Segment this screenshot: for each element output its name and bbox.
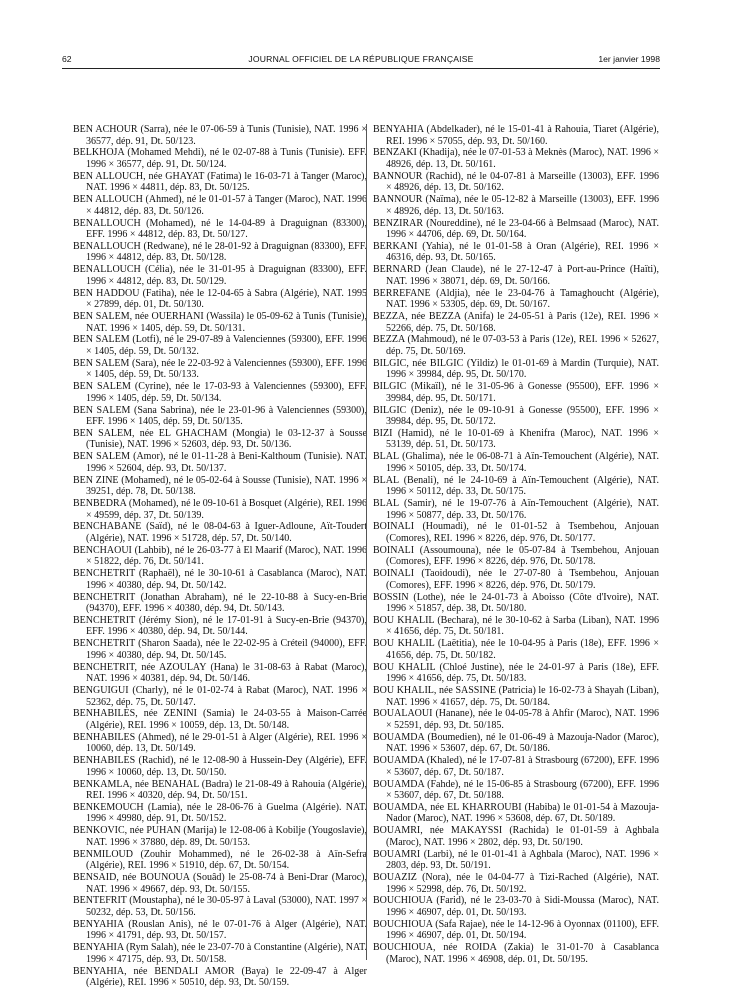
list-item: BENCHAOUI (Lahbib), né le 26-03-77 à El Maarif (Maroc), NAT. 1996 × 51822, dép. 76, Dt. 50/141. [73, 544, 367, 568]
list-item: BOUCHIOUA, née ROIDA (Zakia) le 31-01-70 à Casablanca (Maroc), NAT. 1996 × 46908, dép. 01, Dt. 50/195. [373, 942, 659, 965]
list-item: BILGIC (Deniz), née le 09-10-91 à Gonesse (95500), EFF. 1996 × 39984, dép. 95, Dt. 50/172. [373, 404, 659, 428]
list-item: BEN ZINE (Mohamed), né le 05-02-64 à Sousse (Tunisie), NAT. 1996 × 39251, dép. 78, Dt. 50/138. [73, 474, 367, 498]
list-item: BENYAHIA (Abdelkader), né le 15-01-41 à Rahouia, Tiaret (Algérie), REI. 1996 × 57055, dép. 93, Dt. 50/160. [373, 124, 659, 147]
list-item: BOUAMRI (Larbi), né le 01-01-41 à Aghbala (Maroc), NAT. 1996 × 2803, dép. 93, Dt. 50/191. [373, 848, 659, 872]
list-item: BEN ALLOUCH, née GHAYAT (Fatima) le 16-03-71 à Tanger (Maroc), NAT. 1996 × 44811, dép. 83, Dt. 50/125. [73, 170, 367, 194]
list-item: BOU KHALIL (Bechara), né le 30-10-62 à Sarba (Liban), NAT. 1996 × 41656, dép. 75, Dt. 50/181. [373, 614, 659, 638]
list-item: BENCHETRIT (Jérémy Sion), né le 17-01-91 à Sucy-en-Brie (94370), EFF. 1996 × 40380, dép. 94, Dt. 50/144. [73, 614, 367, 638]
list-item: BENTEFRIT (Moustapha), né le 30-05-97 à Laval (53000), NAT. 1997 × 50232, dép. 53, Dt. 50/156. [73, 895, 367, 918]
list-item: BOU KHALIL (Chloé Justine), née le 24-01-97 à Paris (18e), EFF. 1996 × 41656, dép. 75, Dt. 50/183. [373, 661, 659, 685]
list-item: BENALLOUCH (Redwane), né le 28-01-92 à Draguignan (83300), EFF. 1996 × 44812, dép. 83, Dt. 50/128. [73, 240, 367, 264]
list-item: BANNOUR (Naïma), née le 05-12-82 à Marseille (13003), EFF. 1996 × 48926, dép. 13, Dt. 50/163. [373, 194, 659, 217]
list-item: BENKEMOUCH (Lamia), née le 28-06-76 à Guelma (Algérie). NAT. 1996 × 49980, dép. 91, Dt. 50/152. [73, 801, 367, 825]
list-item: BENHABILES (Ahmed), né le 29-01-51 à Alger (Algérie), REI. 1996 × 10060, dép. 13, Dt. 50/149. [73, 731, 367, 755]
list-item: BOUAMRI, née MAKAYSSI (Rachida) le 01-01-59 à Aghbala (Maroc), NAT. 1996 × 2802, dép. 93, Dt. 50/190. [373, 825, 659, 848]
list-item: BOINALI (Houmadi), né le 01-01-52 à Tsembehou, Anjouan (Comores), REI. 1996 × 8226, dép. 976, Dt. 50/177. [373, 521, 659, 544]
list-item: BENSAID, née BOUNOUA (Souâd) le 25-08-74 à Beni-Drar (Maroc), NAT. 1996 × 49667, dép. 93, Dt. 50/155. [73, 872, 367, 895]
list-item: BEN SALEM (Sana Sabrina), née le 23-01-96 à Valenciennes (59300), EFF. 1996 × 1405, dép. 59, Dt. 50/135. [73, 404, 367, 428]
list-item: BENYAHIA, née BENDALI AMOR (Baya) le 22-09-47 à Alger (Algérie), REI. 1996 × 50510, dép. 93, Dt. 50/159. [73, 965, 367, 989]
header-rule [62, 68, 660, 69]
list-item: BOUAMDA (Boumedien), né le 01-06-49 à Mazouja-Nador (Maroc), NAT. 1996 × 53607, dép. 67, Dt. 50/186. [373, 731, 659, 755]
list-item: BELKHOJA (Mohamed Mehdi), né le 02-07-88 à Tunis (Tunisie). EFF. 1996 × 36577, dép. 91, Dt. 50/124. [73, 147, 367, 170]
list-item: BENBEDRA (Mohamed), né le 09-10-61 à Bosquet (Algérie), REI. 1996 × 49599, dép. 37, Dt. 50/139. [73, 498, 367, 521]
list-item: BENKOVIC, née PUHAN (Marija) le 12-08-06 à Kobilje (Yougoslavie), NAT. 1996 × 37880, dép. 89, Dt. 50/153. [73, 825, 367, 848]
list-item: BENZAKI (Khadija), née le 07-01-53 à Meknès (Maroc), NAT. 1996 × 48926, dép. 13, Dt. 50/161. [373, 147, 659, 170]
list-item: BENCHETRIT (Sharon Saada), née le 22-02-95 à Créteil (94000), EFF. 1996 × 40380, dép. 94, Dt. 50/145. [73, 638, 367, 661]
list-item: BOU KHALIL (Laëtitia), née le 10-04-95 à Paris (18e), EFF. 1996 × 41656, dép. 75, Dt. 50/182. [373, 638, 659, 661]
list-item: BENALLOUCH (Mohamed), né le 14-04-89 à Draguignan (83300), EFF. 1996 × 44812, dép. 83, Dt. 50/127. [73, 217, 367, 241]
list-item: BENCHABANE (Saïd), né le 08-04-63 à Iguer-Adloune, Aït-Toudert (Algérie), NAT. 1996 × 51728, dép. 57, Dt. 50/140. [73, 521, 367, 544]
list-item: BOINALI (Taoidoudi), née le 27-07-80 à Tsembehou, Anjouan (Comores), EFF. 1996 × 8226, dép. 976, Dt. 50/179. [373, 568, 659, 591]
right-column [373, 124, 659, 966]
list-item: BENHABILES, née ZENINI (Samia) le 24-03-55 à Maison-Carrée (Algérie), REI. 1996 × 10059, dép. 13, Dt. 50/148. [73, 708, 367, 731]
list-item: BEN SALEM, née EL GHACHAM (Mongia) le 03-12-37 à Sousse (Tunisie), NAT. 1996 × 52603, dép. 93, Dt. 50/136. [73, 427, 367, 451]
list-item: BOU KHALIL, née SASSINE (Patricia) le 16-02-73 à Shayah (Liban), NAT. 1996 × 41657, dép. 75, Dt. 50/184. [373, 685, 659, 708]
list-item: BERKANI (Yahia), né le 01-01-58 à Oran (Algérie), REI. 1996 × 46316, dép. 93, Dt. 50/165. [373, 240, 659, 264]
journal-title: JOURNAL OFFICIEL DE LA RÉPUBLIQUE FRANÇAISE [248, 54, 474, 64]
list-item: BOUAMDA (Khaled), né le 17-07-81 à Strasbourg (67200), EFF. 1996 × 53607, dép. 67, Dt. 50/187. [373, 755, 659, 778]
issue-date: 1er janvier 1998 [598, 54, 660, 64]
list-item: BENGUIGUI (Charly), né le 01-02-74 à Rabat (Maroc), NAT. 1996 × 52362, dép. 75, Dt. 50/147. [73, 685, 367, 708]
list-item: BLAL (Benali), né le 24-10-69 à Aïn-Temouchent (Algérie), NAT. 1996 × 50112, dép. 33, Dt. 50/175. [373, 474, 659, 498]
list-item: BEN SALEM (Sara), née le 22-03-92 à Valenciennes (59300), EFF. 1996 × 1405, dép. 59, Dt. 50/133. [73, 357, 367, 381]
list-item: BENCHETRIT (Raphaël), né le 30-10-61 à Casablanca (Maroc), NAT. 1996 × 40380, dép. 94, Dt. 50/142. [73, 568, 367, 591]
list-item: BOINALI (Assoumouna), née le 05-07-84 à Tsembehou, Anjouan (Comores), EFF. 1996 × 8226, dép. 976, Dt. 50/178. [373, 544, 659, 568]
list-item: BOUCHIOUA (Safa Rajae), née le 14-12-96 à Oyonnax (01100), EFF. 1996 × 46907, dép. 01, Dt. 50/194. [373, 918, 659, 942]
list-item: BOUALAOUI (Hanane), née le 04-05-78 à Ahfir (Maroc), NAT. 1996 × 52591, dép. 93, Dt. 50/185. [373, 708, 659, 731]
list-item: BEN SALEM (Cyrine), née le 17-03-93 à Valenciennes (59300), EFF. 1996 × 1405, dép. 59, Dt. 50/134. [73, 381, 367, 404]
list-item: BENCHETRIT, née AZOULAY (Hana) le 31-08-63 à Rabat (Maroc), NAT. 1996 × 40381, dép. 94, Dt. 50/146. [73, 661, 367, 685]
list-item: BERNARD (Jean Claude), né le 27-12-47 à Port-au-Prince (Haïti), NAT. 1996 × 38071, dép. 69, Dt. 50/166. [373, 264, 659, 287]
list-item: BENCHETRIT (Jonathan Abraham), né le 22-10-88 à Sucy-en-Brie (94370), EFF. 1996 × 40380, dép. 94, Dt. 50/143. [73, 591, 367, 615]
list-item: BEN SALEM (Lotfi), né le 29-07-89 à Valenciennes (59300), EFF. 1996 × 1405, dép. 59, Dt. 50/132. [73, 334, 367, 357]
list-item: BEN SALEM (Amor), né le 01-11-28 à Beni-Kalthoum (Tunisie). NAT. 1996 × 52604, dép. 93, Dt. 50/137. [73, 451, 367, 474]
page-number: 62 [62, 54, 72, 64]
list-item: BEZZA (Mahmoud), né le 07-03-53 à Paris (12e), REI. 1996 × 52627, dép. 75, Dt. 50/169. [373, 334, 659, 357]
list-item: BENALLOUCH (Célia), née le 31-01-95 à Draguignan (83300), EFF. 1996 × 44812, dép. 83, Dt. 50/129. [73, 264, 367, 287]
list-item: BEZZA, née BEZZA (Anifa) le 24-05-51 à Paris (12e), REI. 1996 × 52266, dép. 75, Dt. 50/168. [373, 311, 659, 334]
list-item: BEN HADDOU (Fatiha), née le 12-04-65 à Sabra (Algérie), NAT. 1995 × 27899, dép. 01, Dt. 50/130. [73, 287, 367, 311]
list-item: BANNOUR (Rachid), né le 04-07-81 à Marseille (13003), EFF. 1996 × 48926, dép. 13, Dt. 50/162. [373, 170, 659, 194]
left-column [73, 124, 367, 989]
list-item: BEN SALEM, née OUERHANI (Wassila) le 05-09-62 à Tunis (Tunisie), NAT. 1996 × 1405, dép. 59, Dt. 50/131. [73, 311, 367, 334]
list-item: BOUAMDA, née EL KHARROUBI (Habiba) le 01-01-54 à Mazouja-Nador (Maroc), NAT. 1996 × 53608, dép. 67, Dt. 50/189. [373, 801, 659, 825]
list-item: BILGIC, née BILGIC (Yildiz) le 01-01-69 à Mardin (Turquie), NAT. 1996 × 39984, dép. 95, Dt. 50/170. [373, 357, 659, 381]
list-item: BOUCHIOUA (Farid), né le 23-03-70 à Sidi-Moussa (Maroc), NAT. 1996 × 46907, dép. 01, Dt. 50/193. [373, 895, 659, 918]
list-item: BEN ACHOUR (Sarra), née le 07-06-59 à Tunis (Tunisie), NAT. 1996 × 36577, dép. 91, Dt. 50/123. [73, 124, 367, 147]
list-item: BOUAZIZ (Nora), née le 04-04-77 à Tizi-Rached (Algérie), NAT. 1996 × 52998, dép. 76, Dt. 50/192. [373, 872, 659, 895]
page-header [62, 54, 660, 68]
list-item: BENYAHIA (Rouslan Anis), né le 07-01-76 à Alger (Algérie), NAT. 1996 × 41791, dép. 93, Dt. 50/157. [73, 918, 367, 942]
list-item: BENZIRAR (Noureddine), né le 23-04-66 à Belmsaad (Maroc), NAT. 1996 × 44706, dép. 69, Dt. 50/164. [373, 217, 659, 241]
list-item: BOUAMDA (Fahde), né le 15-06-85 à Strasbourg (67200), EFF. 1996 × 53607, dép. 67, Dt. 50/188. [373, 778, 659, 802]
list-item: BLAL (Samir), né le 19-07-76 à Aïn-Temouchent (Algérie), NAT. 1996 × 50877, dép. 33, Dt. 50/176. [373, 498, 659, 521]
list-item: BENHABILES (Rachid), né le 12-08-90 à Hussein-Dey (Algérie), EFF. 1996 × 10060, dép. 13, Dt. 50/150. [73, 755, 367, 778]
list-item: BILGIC (Mikaïl), né le 31-05-96 à Gonesse (95500), EFF. 1996 × 39984, dép. 95, Dt. 50/171. [373, 381, 659, 404]
list-item: BOSSIN (Lothe), née le 24-01-73 à Aboisso (Côte d'Ivoire), NAT. 1996 × 51857, dép. 38, Dt. 50/180. [373, 591, 659, 615]
list-item: BENMILOUD (Zouhir Mohammed), né le 26-02-38 à Aïn-Sefra (Algérie), REI. 1996 × 51910, dép. 67, Dt. 50/154. [73, 848, 367, 872]
list-item: BENYAHIA (Rym Salah), née le 23-07-70 à Constantine (Algérie), NAT. 1996 × 47175, dép. 93, Dt. 50/158. [73, 942, 367, 965]
list-item: BENKAMLA, née BENAHAL (Badra) le 21-08-49 à Rahouia (Algérie), REI. 1996 × 40320, dép. 94, Dt. 50/151. [73, 778, 367, 802]
list-item: BERREFANE (Aldjia), née le 23-04-76 à Tamaghoucht (Algérie), NAT. 1996 × 53305, dép. 69, Dt. 50/167. [373, 287, 659, 311]
list-item: BIZI (Hamid), né le 10-01-69 à Khenifra (Maroc), NAT. 1996 × 53139, dép. 51, Dt. 50/173. [373, 427, 659, 451]
list-item: BLAL (Ghalima), née le 06-08-71 à Aïn-Temouchent (Algérie), NAT. 1996 × 50105, dép. 33, Dt. 50/174. [373, 451, 659, 474]
list-item: BEN ALLOUCH (Ahmed), né le 01-01-57 à Tanger (Maroc), NAT. 1996 × 44812, dép. 83, Dt. 50/126. [73, 194, 367, 217]
column-divider [366, 124, 367, 960]
